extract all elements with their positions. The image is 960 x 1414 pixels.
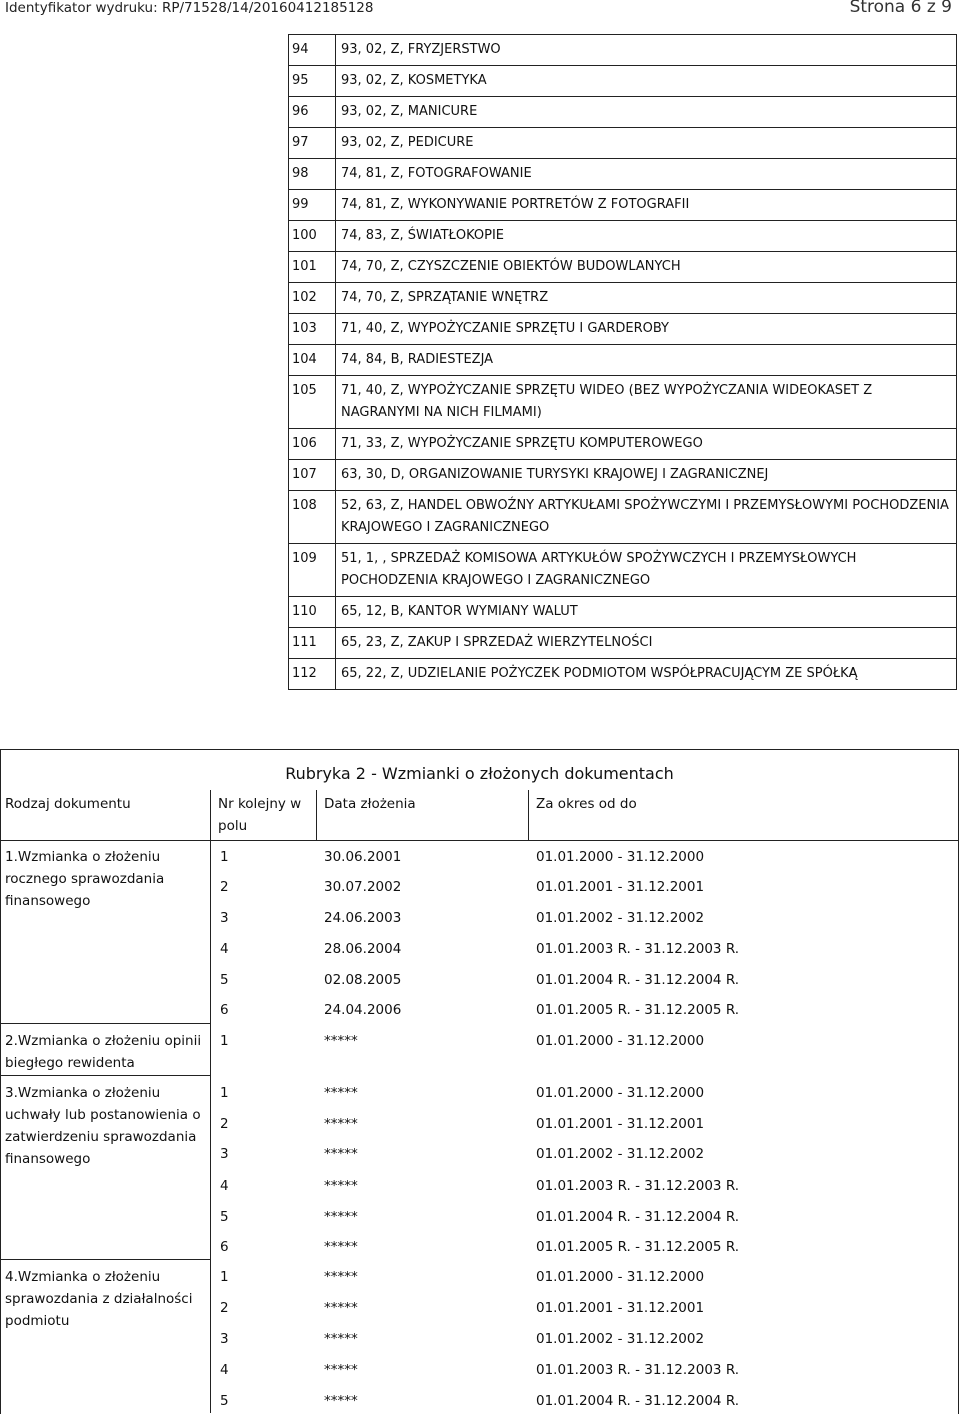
reporting-period: 01.01.2000 - 31.12.2000 [536, 1085, 705, 1101]
row-number: 103 [289, 314, 336, 345]
activity-description: 51, 1, , SPRZEDAŻ KOMISOWA ARTYKUŁÓW SPOŻYWCZYCH I PRZEMYSŁOWYCH POCHODZENIA KRAJOWEGO I ZAGRANICZNEGO [336, 544, 957, 597]
table-row [289, 314, 957, 345]
row-number: 94 [289, 35, 336, 66]
filing-date: ***** [324, 1033, 358, 1049]
row-number: 112 [289, 659, 336, 690]
header-doc-type: Rodzaj dokumentu [5, 796, 131, 812]
table-row [289, 97, 957, 128]
filing-date: ***** [324, 1178, 358, 1194]
divider [0, 840, 958, 841]
table-row [289, 491, 957, 544]
activity-description: 65, 22, Z, UDZIELANIE POŻYCZEK PODMIOTOM WSPÓŁPRACUJĄCYM ZE SPÓŁKĄ [336, 659, 957, 690]
entry-number: 6 [220, 1002, 229, 1018]
table-row [289, 429, 957, 460]
table-row [289, 221, 957, 252]
document-type-label: 4.Wzmianka o złożeniu sprawozdania z działalności podmiotu [5, 1269, 193, 1329]
row-number: 110 [289, 597, 336, 628]
reporting-period: 01.01.2004 R. - 31.12.2004 R. [536, 972, 740, 988]
table-row [289, 628, 957, 659]
filing-date: 24.04.2006 [324, 1002, 402, 1018]
row-number: 101 [289, 252, 336, 283]
divider [316, 790, 317, 840]
group-divider [0, 1259, 211, 1260]
print-header [0, 0, 960, 20]
activity-description: 74, 70, Z, CZYSZCZENIE OBIEKTÓW BUDOWLANYCH [336, 252, 957, 283]
document-type-label: 1.Wzmianka o złożeniu rocznego sprawozdania finansowego [5, 849, 165, 909]
filing-date: ***** [324, 1362, 358, 1378]
table-row [289, 190, 957, 221]
table-row [289, 345, 957, 376]
table-row [289, 659, 957, 690]
activity-description: 93, 02, Z, KOSMETYKA [336, 66, 957, 97]
row-number: 111 [289, 628, 336, 659]
reporting-period: 01.01.2000 - 31.12.2000 [536, 849, 705, 865]
table-row [289, 35, 957, 66]
entry-number: 2 [220, 1116, 229, 1132]
divider [210, 790, 211, 840]
row-number: 99 [289, 190, 336, 221]
table-row [289, 597, 957, 628]
entry-number: 6 [220, 1239, 229, 1255]
table-row [289, 544, 957, 597]
table-row [289, 66, 957, 97]
activity-description: 71, 33, Z, WYPOŻYCZANIE SPRZĘTU KOMPUTEROWEGO [336, 429, 957, 460]
table-row [289, 376, 957, 429]
header-period: Za okres od do [536, 796, 637, 812]
document-type-label: 2.Wzmianka o złożeniu opinii biegłego rewidenta [5, 1033, 202, 1071]
entry-number: 4 [220, 1178, 229, 1194]
entry-number: 3 [220, 1146, 229, 1162]
activity-description: 74, 81, Z, FOTOGRAFOWANIE [336, 159, 957, 190]
header-entry-no: Nr kolejny w polu [218, 796, 302, 834]
reporting-period: 01.01.2000 - 31.12.2000 [536, 1033, 705, 1049]
header-date: Data złożenia [324, 796, 416, 812]
row-number: 97 [289, 128, 336, 159]
row-number: 95 [289, 66, 336, 97]
reporting-period: 01.01.2001 - 31.12.2001 [536, 1116, 705, 1132]
row-number: 98 [289, 159, 336, 190]
entry-number: 1 [220, 849, 229, 865]
activity-description: 93, 02, Z, PEDICURE [336, 128, 957, 159]
group-divider [0, 1023, 211, 1024]
reporting-period: 01.01.2005 R. - 31.12.2005 R. [536, 1239, 740, 1255]
entry-number: 1 [220, 1085, 229, 1101]
filing-date: ***** [324, 1146, 358, 1162]
document-type-label: 3.Wzmianka o złożeniu uchwały lub postanowienia o zatwierdzeniu sprawozdania finansowego [5, 1085, 201, 1167]
pkd-activity-table [288, 34, 957, 690]
filing-date: ***** [324, 1269, 358, 1285]
table-row [289, 128, 957, 159]
filing-date: 30.06.2001 [324, 849, 402, 865]
activity-description: 74, 81, Z, WYKONYWANIE PORTRETÓW Z FOTOGRAFII [336, 190, 957, 221]
filing-date: ***** [324, 1209, 358, 1225]
page-number: Strona 6 z 9 [849, 0, 952, 17]
table-row [289, 283, 957, 314]
reporting-period: 01.01.2001 - 31.12.2001 [536, 1300, 705, 1316]
row-number: 106 [289, 429, 336, 460]
row-number: 105 [289, 376, 336, 429]
filing-date: ***** [324, 1116, 358, 1132]
activity-description: 65, 12, B, KANTOR WYMIANY WALUT [336, 597, 957, 628]
entry-number: 4 [220, 941, 229, 957]
row-number: 109 [289, 544, 336, 597]
divider [528, 790, 529, 840]
activity-description: 74, 84, B, RADIESTEZJA [336, 345, 957, 376]
activity-description: 93, 02, Z, MANICURE [336, 97, 957, 128]
activity-description: 71, 40, Z, WYPOŻYCZANIE SPRZĘTU WIDEO (BEZ WYPOŻYCZANIA WIDEOKASET Z NAGRANYMI NA NICH FILMAMI) [336, 376, 957, 429]
row-number: 108 [289, 491, 336, 544]
reporting-period: 01.01.2004 R. - 31.12.2004 R. [536, 1209, 740, 1225]
entry-number: 3 [220, 910, 229, 926]
filing-date: 24.06.2003 [324, 910, 402, 926]
activity-description: 74, 83, Z, ŚWIATŁOKOPIE [336, 221, 957, 252]
reporting-period: 01.01.2003 R. - 31.12.2003 R. [536, 1178, 740, 1194]
filing-date: ***** [324, 1393, 358, 1409]
row-number: 102 [289, 283, 336, 314]
reporting-period: 01.01.2005 R. - 31.12.2005 R. [536, 1002, 740, 1018]
filing-date: ***** [324, 1300, 358, 1316]
table-row [289, 252, 957, 283]
filing-date: ***** [324, 1239, 358, 1255]
reporting-period: 01.01.2000 - 31.12.2000 [536, 1269, 705, 1285]
row-number: 104 [289, 345, 336, 376]
entry-number: 5 [220, 1393, 229, 1409]
entry-number: 2 [220, 1300, 229, 1316]
divider [210, 840, 211, 1413]
entry-number: 5 [220, 1209, 229, 1225]
activity-description: 74, 70, Z, SPRZĄTANIE WNĘTRZ [336, 283, 957, 314]
reporting-period: 01.01.2002 - 31.12.2002 [536, 1331, 705, 1347]
table-row [289, 460, 957, 491]
reporting-period: 01.01.2002 - 31.12.2002 [536, 910, 705, 926]
filing-date: ***** [324, 1085, 358, 1101]
activity-description: 65, 23, Z, ZAKUP I SPRZEDAŻ WIERZYTELNOŚCI [336, 628, 957, 659]
filing-date: 28.06.2004 [324, 941, 402, 957]
group-divider [0, 1075, 211, 1076]
reporting-period: 01.01.2001 - 31.12.2001 [536, 879, 705, 895]
row-number: 96 [289, 97, 336, 128]
reporting-period: 01.01.2004 R. - 31.12.2004 R. [536, 1393, 740, 1409]
entry-number: 5 [220, 972, 229, 988]
filing-date: ***** [324, 1331, 358, 1347]
activity-description: 63, 30, D, ORGANIZOWANIE TURYSYKI KRAJOWEJ I ZAGRANICZNEJ [336, 460, 957, 491]
entry-number: 1 [220, 1033, 229, 1049]
section-title: Rubryka 2 - Wzmianki o złożonych dokumentach [285, 764, 674, 783]
row-number: 107 [289, 460, 336, 491]
entry-number: 4 [220, 1362, 229, 1378]
row-number: 100 [289, 221, 336, 252]
table-row [289, 159, 957, 190]
reporting-period: 01.01.2002 - 31.12.2002 [536, 1146, 705, 1162]
print-identifier: Identyfikator wydruku: RP/71528/14/20160412185128 [5, 0, 374, 16]
filing-date: 02.08.2005 [324, 972, 402, 988]
entry-number: 1 [220, 1269, 229, 1285]
reporting-period: 01.01.2003 R. - 31.12.2003 R. [536, 941, 740, 957]
activity-description: 93, 02, Z, FRYZJERSTWO [336, 35, 957, 66]
entry-number: 2 [220, 879, 229, 895]
activity-description: 52, 63, Z, HANDEL OBWOŹNY ARTYKUŁAMI SPOŻYWCZYMI I PRZEMYSŁOWYMI POCHODZENIA KRAJOWEGO I ZAGRANICZNEGO [336, 491, 957, 544]
activity-description: 71, 40, Z, WYPOŻYCZANIE SPRZĘTU I GARDEROBY [336, 314, 957, 345]
reporting-period: 01.01.2003 R. - 31.12.2003 R. [536, 1362, 740, 1378]
entry-number: 3 [220, 1331, 229, 1347]
filing-date: 30.07.2002 [324, 879, 402, 895]
